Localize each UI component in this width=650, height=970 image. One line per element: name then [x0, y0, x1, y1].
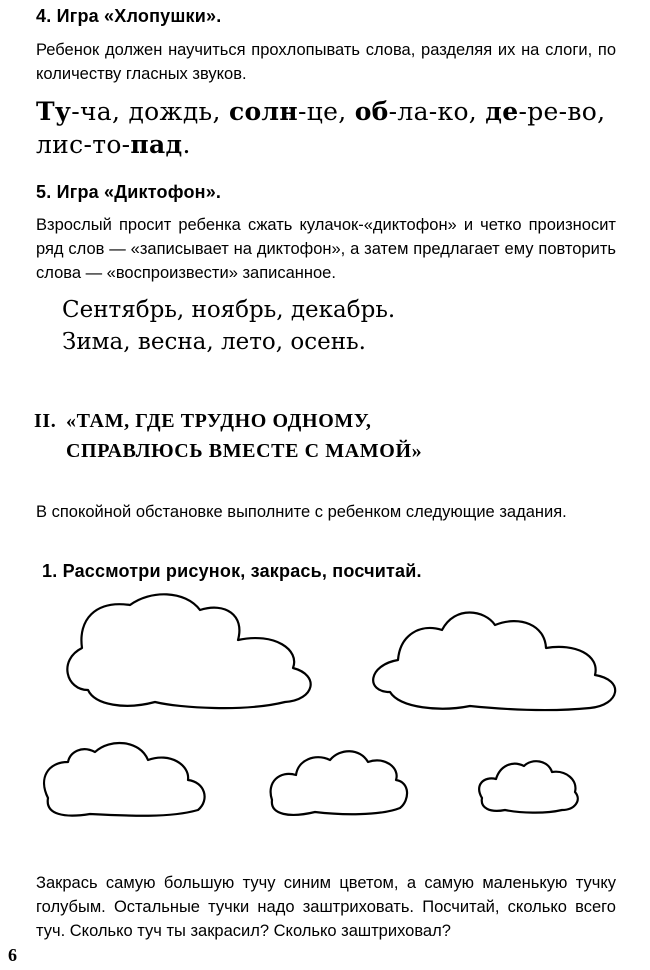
game4-words-line2 — [36, 130, 191, 159]
stressed-syllable: пад — [130, 130, 183, 159]
cloud-icon — [44, 743, 205, 816]
cloud-icon — [271, 751, 407, 815]
punctuation: . — [182, 130, 191, 159]
task1-text: Закрась самую большую тучу синим цветом, а самую маленькую тучку голубым. Остальные тучки надо заштриховать. Посчитай, сколько всего туч. Сколько туч ты закрасил? Сколько заштриховал? — [36, 874, 616, 940]
game5-words-line1: Сентябрь, ноябрь, декабрь. — [62, 297, 396, 323]
task1-heading: 1. Рассмотри рисунок, закрась, посчитай. — [42, 561, 422, 581]
syllables: -ла-ко, — [388, 97, 486, 126]
syllables: -ре-во, — [518, 97, 606, 126]
page-number: 6 — [8, 945, 17, 965]
section-title-line1: «ТАМ, ГДЕ ТРУДНО ОДНОМУ, — [66, 410, 372, 432]
cloud-icon — [479, 761, 578, 812]
game5-words-line2: Зима, весна, лето, осень. — [62, 329, 366, 355]
cloud-icon — [67, 594, 310, 708]
syllables: -це, — [297, 97, 355, 126]
game4-text: Ребенок должен научиться прохлопывать слова, разделяя их на слоги, по количеству гласных звуков. — [36, 41, 616, 83]
game5-heading: 5. Игра «Диктофон». — [36, 182, 222, 202]
game4-words-line1 — [36, 97, 621, 126]
game4-heading: 4. Игра «Хлопушки». — [36, 6, 222, 26]
game5-text: Взрослый просит ребенка сжать кулачок-«диктофон» и четко произносит ряд слов — «записывает на диктофон», а затем предлагает ему повторить слова — «воспроизвести» записанное. — [36, 216, 616, 282]
clouds-illustration — [0, 590, 650, 850]
stressed-syllable: солн — [228, 97, 298, 126]
cloud-icon — [373, 613, 615, 711]
stressed-syllable: Ту — [36, 97, 72, 126]
syllables: лис-то- — [36, 130, 131, 159]
intro-text: В спокойной обстановке выполните с ребенком следующие задания. — [36, 503, 567, 521]
stressed-syllable: де — [485, 97, 519, 126]
section-number: II. — [34, 410, 57, 432]
section-title-line2: СПРАВЛЮСЬ ВМЕСТЕ С МАМОЙ» — [66, 440, 423, 462]
stressed-syllable: об — [354, 97, 389, 126]
syllables: -ча, дождь, — [71, 97, 229, 126]
